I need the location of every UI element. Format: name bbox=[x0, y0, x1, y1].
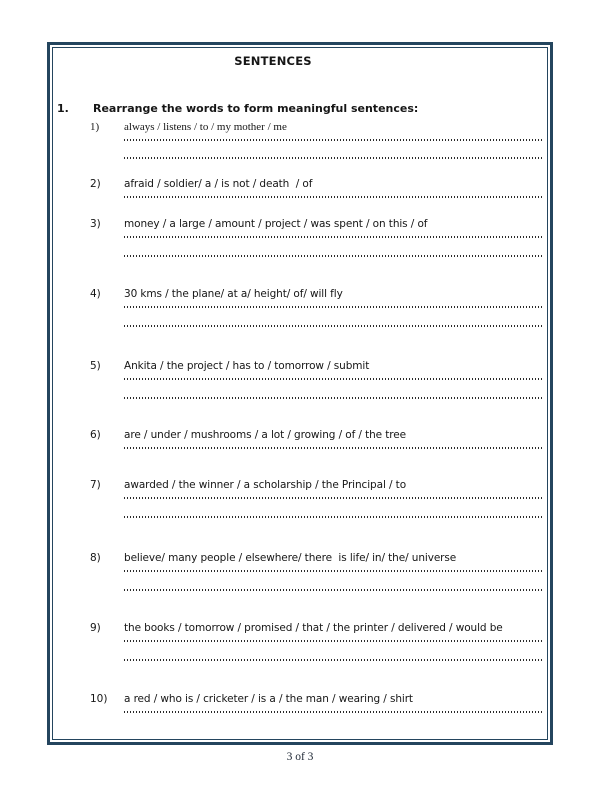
answer-line bbox=[124, 157, 543, 159]
exercise-item-7 bbox=[90, 478, 547, 518]
item-text: are / under / mushrooms / a lot / growing / of / the tree bbox=[124, 429, 406, 441]
item-label-row bbox=[90, 551, 547, 565]
answer-line bbox=[124, 516, 543, 518]
exercise-item-8 bbox=[90, 551, 547, 591]
item-text: Ankita / the project / has to / tomorrow / submit bbox=[124, 360, 370, 372]
item-label-row bbox=[90, 359, 547, 373]
page-border-frame bbox=[47, 42, 553, 745]
item-label-row bbox=[90, 621, 547, 635]
page-border-inner bbox=[52, 47, 548, 740]
page-title: SENTENCES bbox=[234, 54, 312, 68]
answer-line bbox=[124, 447, 543, 449]
answer-line bbox=[124, 255, 543, 257]
item-label-row bbox=[90, 428, 547, 442]
answer-line bbox=[124, 378, 543, 380]
item-number: 3) bbox=[90, 218, 101, 230]
exercise-item-10 bbox=[90, 692, 547, 713]
item-text: believe/ many people / elsewhere/ there is life/ in/ the/ universe bbox=[124, 552, 457, 564]
item-number: 8) bbox=[90, 552, 101, 564]
exercise-item-4 bbox=[90, 287, 547, 327]
item-text: awarded / the winner / a scholarship / the Principal / to bbox=[124, 479, 407, 491]
exercise-number: 1. bbox=[57, 102, 69, 115]
exercise-heading bbox=[57, 101, 547, 116]
exercise-item-3 bbox=[90, 217, 547, 257]
exercise-item-1 bbox=[90, 120, 547, 159]
item-text: a red / who is / cricketer / is a / the man / wearing / shirt bbox=[124, 693, 413, 705]
answer-line bbox=[124, 640, 543, 642]
answer-line bbox=[124, 570, 543, 572]
item-label-row bbox=[90, 478, 547, 492]
item-text: afraid / soldier/ a / is not / death / of bbox=[124, 178, 313, 190]
exercise-item-2 bbox=[90, 177, 547, 198]
exercise-instruction: Rearrange the words to form meaningful sentences: bbox=[93, 102, 419, 115]
item-text: always / listens / to / my mother / me bbox=[124, 121, 287, 133]
answer-line bbox=[124, 196, 543, 198]
answer-line bbox=[124, 589, 543, 591]
exercise-item-9 bbox=[90, 621, 547, 661]
answer-line bbox=[124, 325, 543, 327]
item-label-row bbox=[90, 217, 547, 231]
item-label-row bbox=[90, 692, 547, 706]
exercise-items bbox=[90, 120, 547, 713]
page-number-footer: 3 of 3 bbox=[286, 751, 314, 763]
item-number: 5) bbox=[90, 360, 101, 372]
item-text: 30 kms / the plane/ at a/ height/ of/ will fly bbox=[124, 288, 343, 300]
item-label-row bbox=[90, 120, 547, 134]
item-text: the books / tomorrow / promised / that / the printer / delivered / would be bbox=[124, 622, 503, 634]
answer-line bbox=[124, 659, 543, 661]
exercise-item-5 bbox=[90, 359, 547, 399]
item-label-row bbox=[90, 287, 547, 301]
answer-line bbox=[124, 306, 543, 308]
answer-line bbox=[124, 236, 543, 238]
item-number: 2) bbox=[90, 178, 101, 190]
item-label-row bbox=[90, 177, 547, 191]
answer-line bbox=[124, 711, 543, 713]
item-number: 4) bbox=[90, 288, 101, 300]
item-number: 1) bbox=[90, 121, 100, 133]
answer-line bbox=[124, 139, 543, 141]
exercise-item-6 bbox=[90, 428, 547, 449]
answer-line bbox=[124, 397, 543, 399]
item-number: 9) bbox=[90, 622, 101, 634]
item-number: 7) bbox=[90, 479, 101, 491]
item-number: 10) bbox=[90, 693, 108, 705]
answer-line bbox=[124, 497, 543, 499]
item-number: 6) bbox=[90, 429, 101, 441]
item-text: money / a large / amount / project / was spent / on this / of bbox=[124, 218, 428, 230]
